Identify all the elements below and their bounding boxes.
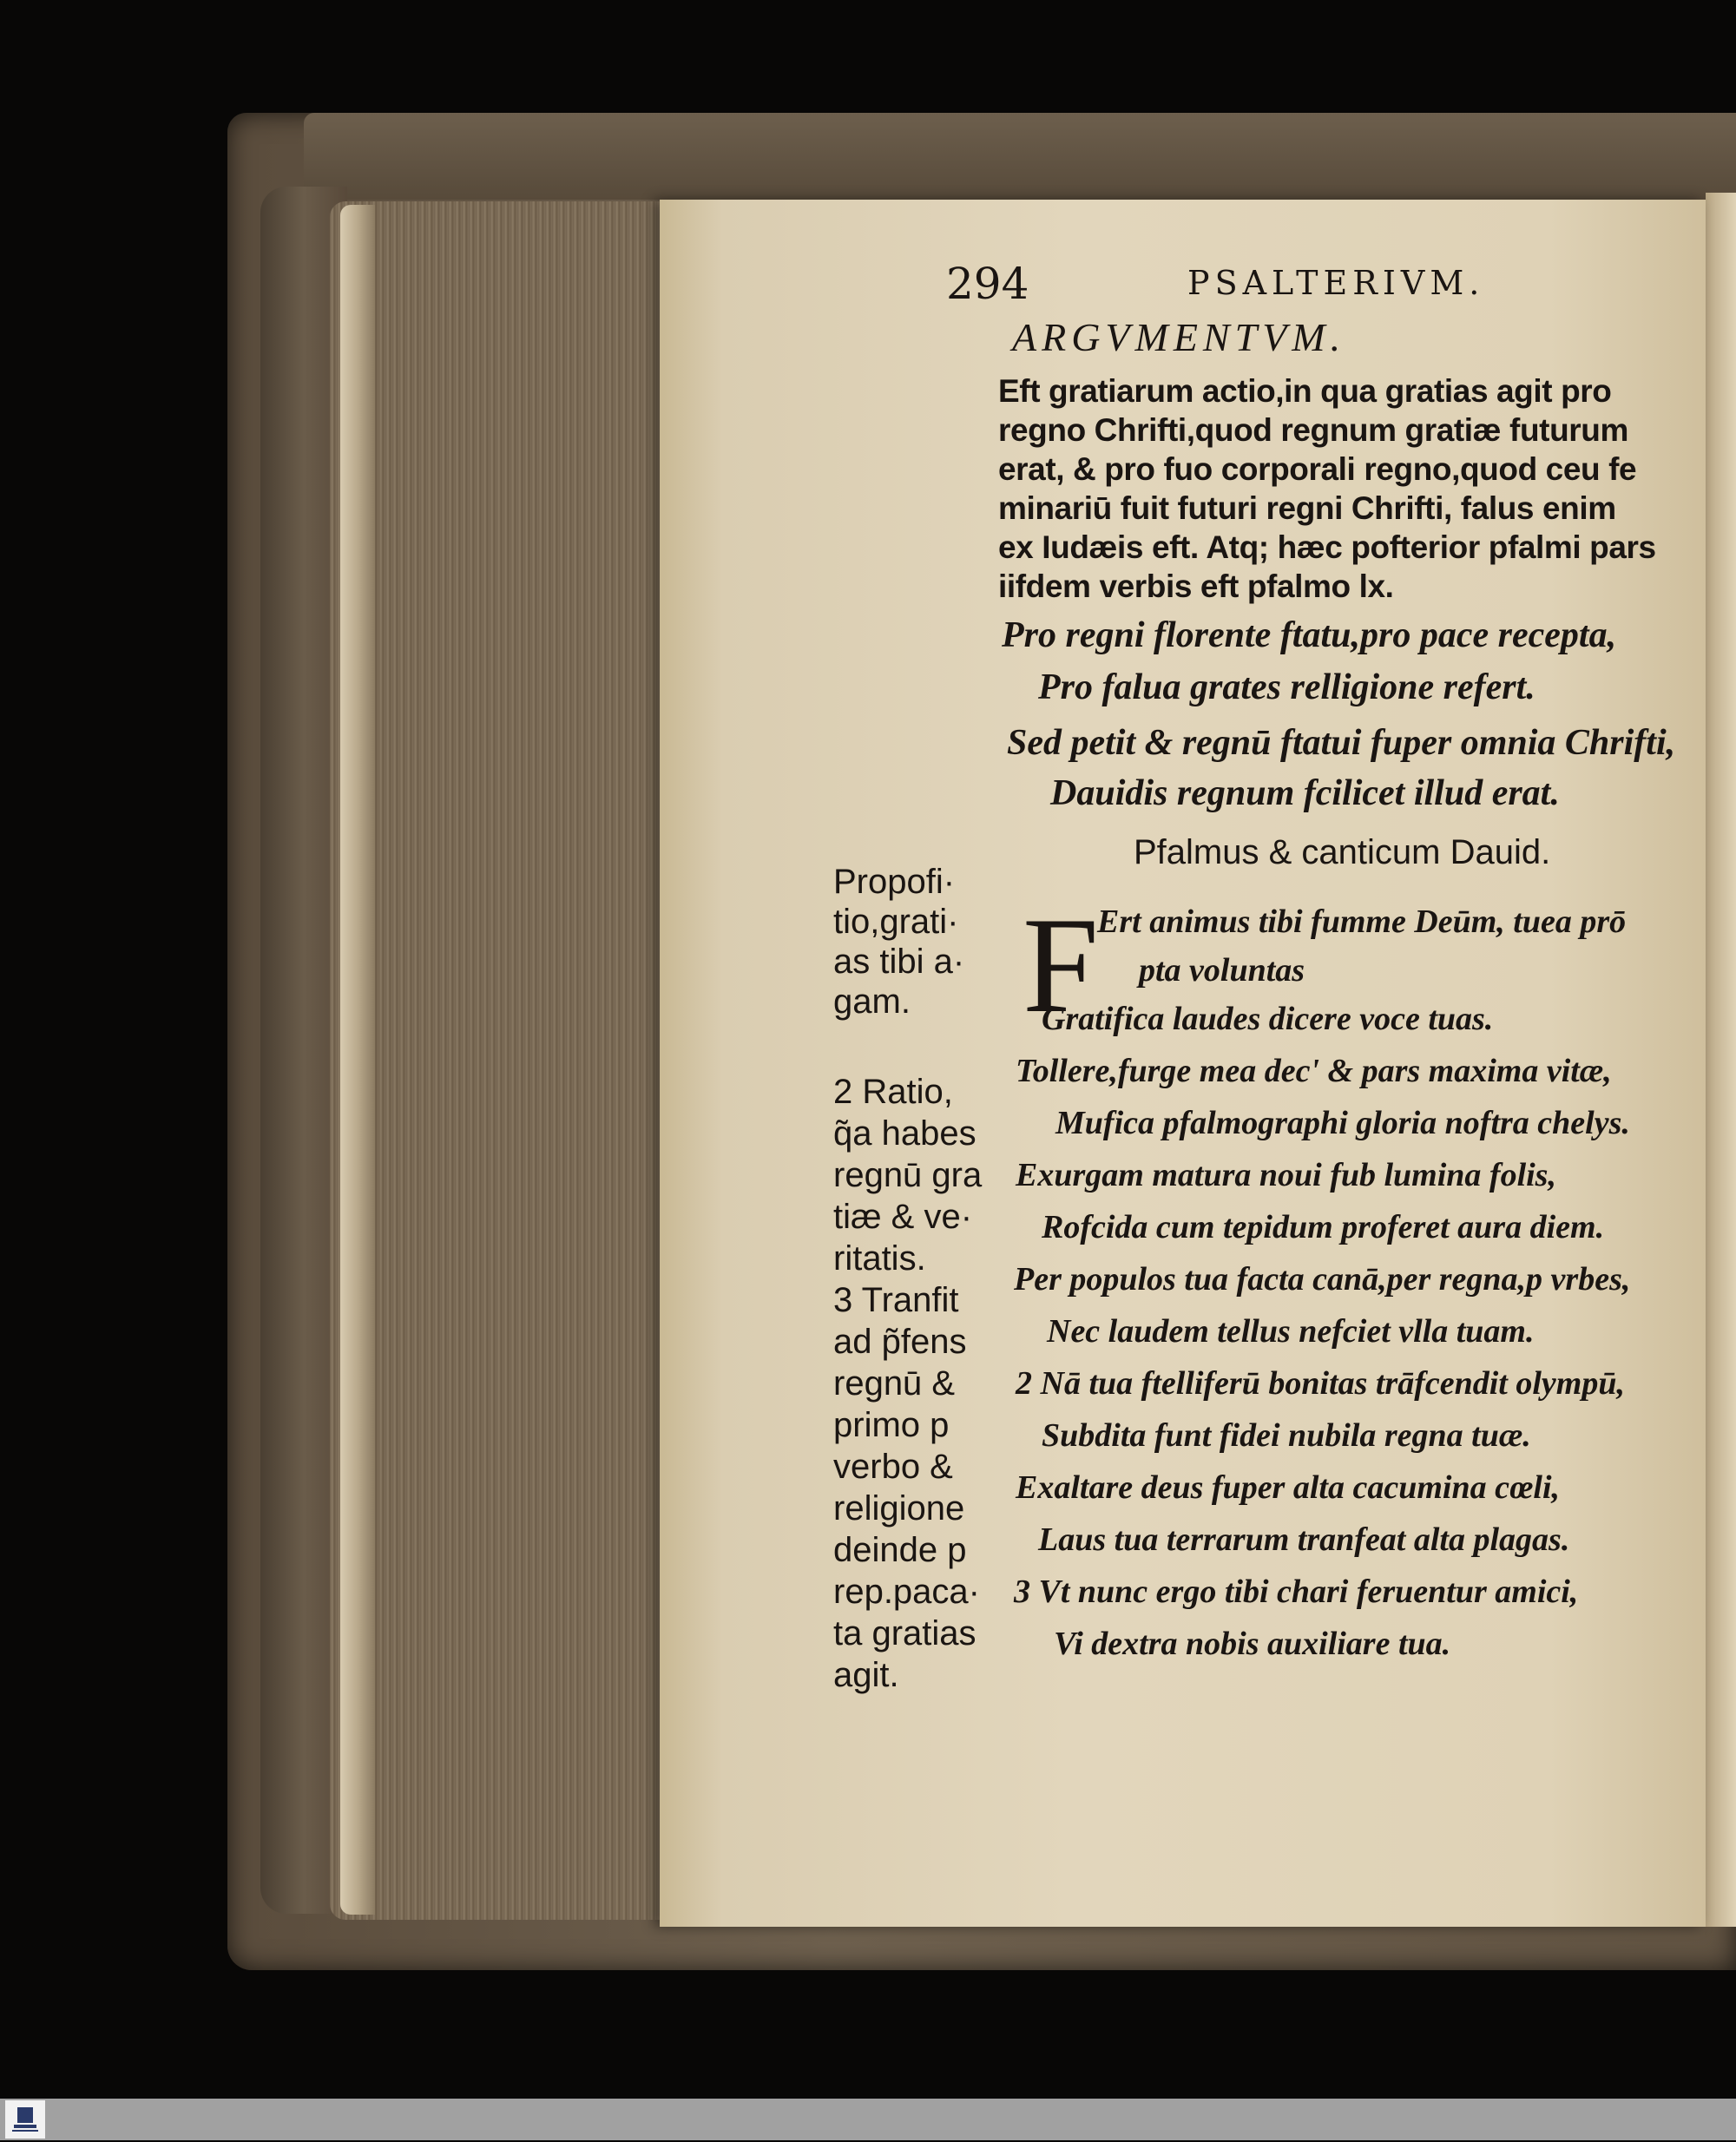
margin-note-line: 3 Tranfit (833, 1281, 959, 1319)
page-number: 294 (946, 259, 1029, 309)
epigram-line: Pro falua grates relligione refert. (1038, 667, 1535, 707)
argument-line: Eft gratiarum actio,in qua gratias agit pro (998, 373, 1612, 409)
margin-note-line: as tibi a· (833, 943, 965, 981)
margin-note-line: tiæ & ve· (833, 1198, 973, 1236)
verse-line: Nec laudem tellus nefciet vlla tuam. (1047, 1313, 1535, 1350)
verse-line: Mufica pfalmographi gloria noftra chelys. (1055, 1105, 1630, 1141)
margin-note-line: Propofi· (833, 863, 956, 901)
psalm-heading: Pfalmus & canticum Dauid. (1134, 833, 1551, 871)
verse-line: pta voluntas (1139, 952, 1305, 989)
margin-note-line: gam. (833, 982, 911, 1021)
book-cover-top (304, 113, 1736, 200)
margin-note-line: ritatis. (833, 1239, 926, 1278)
page-block-highlight (340, 205, 375, 1915)
argument-line: erat, & pro fuo corporali regno,quod ceu fe (998, 451, 1637, 487)
margin-note-line: verbo & (833, 1448, 953, 1486)
verse-line: Rofcida cum tepidum proferet aura diem. (1042, 1209, 1605, 1245)
margin-note-line: religione (833, 1489, 965, 1528)
verse-line: Subdita funt fidei nubila regna tuæ. (1042, 1417, 1531, 1454)
margin-note-line: ad p̃fens (833, 1323, 967, 1361)
epigram-line: Sed petit & regnū ftatui fuper omnia Chrifti, (1007, 723, 1676, 763)
facing-page-edge (1706, 193, 1736, 1927)
argument-title: ARGVMENTVM. (1012, 315, 1346, 359)
verse-line: Laus tua terrarum tranfeat alta plagas. (1038, 1521, 1570, 1558)
epigram-line: Dauidis regnum fcilicet illud erat. (1050, 773, 1560, 813)
margin-note-line: rep.paca· (833, 1573, 980, 1611)
verse-line: Tollere,furge mea dec' & pars maxima vitæ, (1016, 1053, 1612, 1089)
epigram-line: Pro regni florente ftatu,pro pace recepta, (1002, 615, 1617, 655)
argument-line: minariū fuit futuri regni Chrifti, falus enim (998, 490, 1616, 526)
verse-line: Exaltare deus fuper alta cacumina cœli, (1016, 1469, 1560, 1506)
verse-line: Exurgam matura noui fub lumina folis, (1016, 1157, 1556, 1193)
argument-line: iifdem verbis eft pfalmo lx. (998, 568, 1394, 604)
verse-line: Gratifica laudes dicere voce tuas. (1042, 1001, 1494, 1037)
viewer-footer-bar (0, 2099, 1736, 2140)
margin-note-line: regnū gra (833, 1156, 983, 1194)
library-logo-icon (5, 2100, 45, 2139)
verse-line: 3 Vt nunc ergo tibi chari feruentur amici, (1014, 1574, 1579, 1610)
margin-note-line: deinde p (833, 1531, 967, 1569)
margin-note-line: regnū & (833, 1364, 956, 1403)
margin-note-line: q̃a habes (833, 1114, 976, 1153)
argument-line: regno Chrifti,quod regnum gratiæ futurum (998, 412, 1629, 448)
argument-line: ex Iudæis eft. Atq; hæc pofterior pfalmi pars (998, 529, 1656, 565)
verse-line: Vi dextra nobis auxiliare tua. (1054, 1626, 1451, 1662)
margin-note-line: 2 Ratio, (833, 1073, 953, 1111)
margin-note-line: tio,grati· (833, 903, 959, 941)
verse-line: Ert animus tibi fumme Deūm, tuea prō (1097, 903, 1627, 940)
verse-line: 2 Nā tua ftelliferū bonitas trāfcendit olympū, (1016, 1365, 1625, 1402)
running-title: PSALTERIVM. (1187, 264, 1485, 302)
margin-note-line: agit. (833, 1656, 899, 1694)
verse-line: Per populos tua facta canā,per regna,p vrbes, (1014, 1261, 1631, 1298)
page-block-edge (330, 201, 684, 1920)
margin-note-line: primo p (833, 1406, 950, 1444)
margin-note-line: ta gratias (833, 1614, 976, 1652)
drop-cap: F (1023, 890, 1099, 1041)
